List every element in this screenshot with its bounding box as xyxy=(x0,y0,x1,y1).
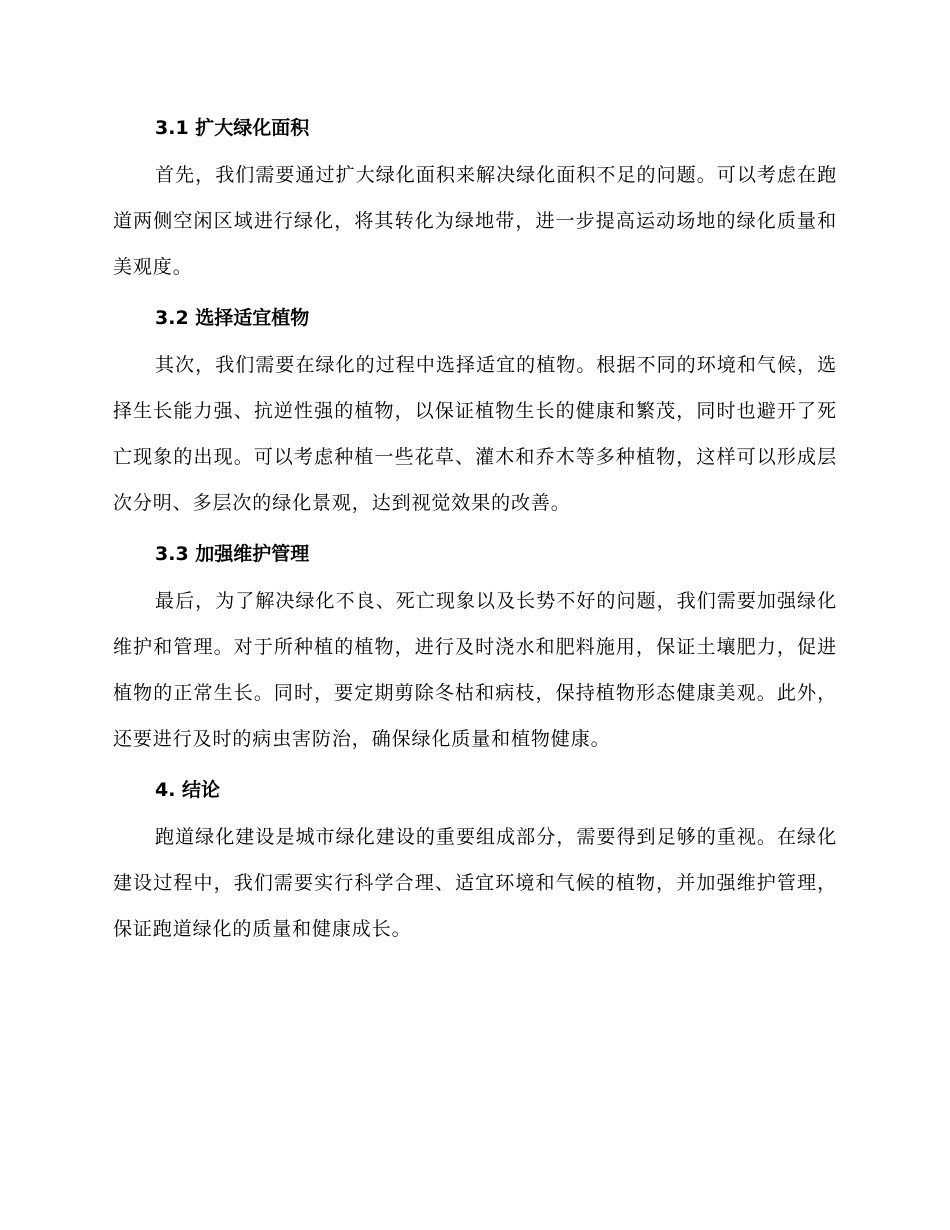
section-heading-3-1: 3.1 扩大绿化面积 xyxy=(155,117,310,139)
document-body xyxy=(113,104,837,952)
section-paragraph-3-1: 首先，我们需要通过扩大绿化面积来解决绿化面积不足的问题。可以考虑在跑道两侧空闲区域进行绿化，将其转化为绿地带，进一步提高运动场地的绿化质量和美观度。 xyxy=(113,164,837,278)
section-heading-3-3: 3.3 加强维护管理 xyxy=(155,543,310,565)
section-heading-4: 4. 结论 xyxy=(155,779,221,801)
section-heading-3-2: 3.2 选择适宜植物 xyxy=(155,307,310,329)
section-paragraph-3-3: 最后，为了解决绿化不良、死亡现象以及长势不好的问题，我们需要加强绿化维护和管理。对于所种植的植物，进行及时浇水和肥料施用，保证土壤肥力，促进植物的正常生长。同时，要定期剪除冬枯和病枝，保持植物形态健康美观。此外，还要进行及时的病虫害防治，确保绿化质量和植物健康。 xyxy=(113,590,837,750)
section-paragraph-4: 跑道绿化建设是城市绿化建设的重要组成部分，需要得到足够的重视。在绿化建设过程中，我们需要实行科学合理、适宜环境和气候的植物，并加强维护管理，保证跑道绿化的质量和健康成长。 xyxy=(113,826,837,940)
section-paragraph-3-2: 其次，我们需要在绿化的过程中选择适宜的植物。根据不同的环境和气候，选择生长能力强、抗逆性强的植物，以保证植物生长的健康和繁茂，同时也避开了死亡现象的出现。可以考虑种植一些花草、灌木和乔木等多种植物，这样可以形成层次分明、多层次的绿化景观，达到视觉效果的改善。 xyxy=(113,354,837,514)
